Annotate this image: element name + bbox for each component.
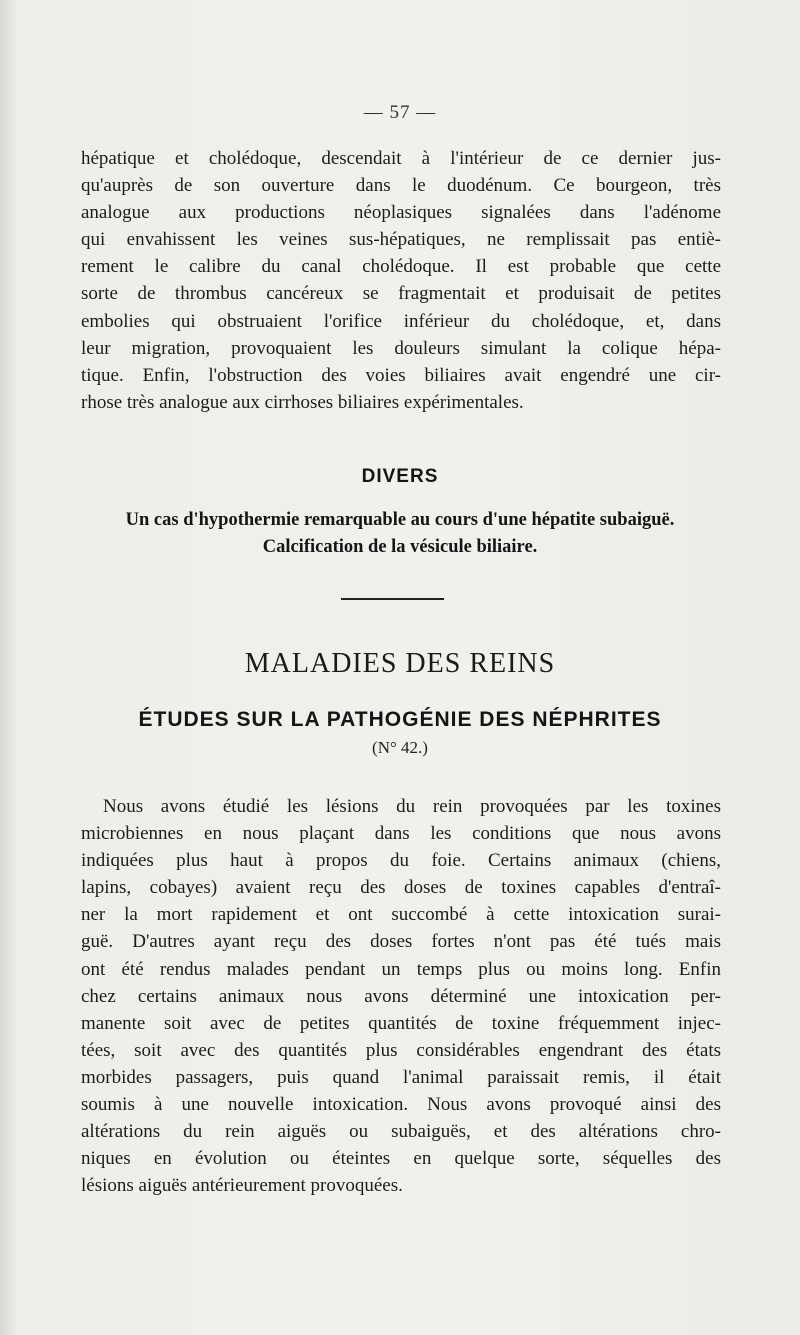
text-line: leur migration, provoquaient les douleurs simulant la colique hépa-	[81, 337, 721, 359]
text-line: qu'auprès de son ouverture dans le duodénum. Ce bourgeon, très	[81, 175, 721, 197]
text-line: altérations du rein aiguës ou subaiguës, et des altérations chro-	[81, 1121, 721, 1143]
text-line: morbides passagers, puis quand l'animal paraissait remis, il était	[81, 1066, 721, 1088]
text-line: embolies qui obstruaient l'orifice inférieur du cholédoque, et, dans	[81, 310, 721, 332]
text-line: chez certains animaux nous avons déterminé une intoxication per-	[81, 985, 721, 1007]
text-line: microbiennes en nous plaçant dans les conditions que nous avons	[81, 823, 721, 845]
subsection-title: ÉTUDES SUR LA PATHOGÉNIE DES NÉPHRITES	[138, 708, 662, 731]
section-divider	[341, 598, 444, 600]
text-line: ont été rendus malades pendant un temps plus ou moins long. Enfin	[81, 958, 721, 980]
text-line: manente soit avec de petites quantités de toxine fréquemment injec-	[81, 1012, 721, 1034]
text-line: qui envahissent les veines sus-hépatiques, ne remplissait pas entiè-	[81, 229, 721, 251]
text-line: sorte de thrombus cancéreux se fragmentait et produisait de petites	[81, 283, 721, 305]
text-line: indiquées plus haut à propos du foie. Certains animaux (chiens,	[81, 850, 721, 872]
text-line: soumis à une nouvelle intoxication. Nous avons provoqué ainsi des	[81, 1094, 721, 1116]
divers-item-calcification: Calcification de la vésicule biliaire.	[262, 537, 538, 557]
text-line: analogue aux productions néoplasiques signalées dans l'adénome	[81, 202, 721, 224]
text-line: lapins, cobayes) avaient reçu des doses de toxines capables d'entraî-	[81, 877, 721, 899]
section-title: MALADIES DES REINS	[244, 648, 556, 679]
text-line: niques en évolution ou éteintes en quelque sorte, séquelles des	[81, 1148, 721, 1170]
text-line: Nous avons étudié les lésions du rein provoquées par les toxines	[103, 796, 721, 817]
text-line: hépatique et cholédoque, descendait à l'intérieur de ce dernier jus-	[81, 148, 721, 169]
paragraph-nephrites	[81, 793, 721, 1199]
divers-item-hypothermie: Un cas d'hypothermie remarquable au cours d'une hépatite subaiguë.	[125, 510, 675, 530]
text-line: rement le calibre du canal cholédoque. Il est probable que cette	[81, 256, 721, 278]
reference-number: (N° 42.)	[372, 738, 428, 757]
divers-heading: DIVERS	[361, 466, 439, 487]
text-line: rhose très analogue aux cirrhoses biliaires expérimentales.	[81, 391, 524, 413]
text-line: tique. Enfin, l'obstruction des voies biliaires avait engendré une cir-	[81, 364, 721, 386]
text-line: ner la mort rapidement et ont succombé à cette intoxication surai-	[81, 904, 721, 926]
text-line: tées, soit avec des quantités plus considérables engendrant des états	[81, 1039, 721, 1061]
text-line: guë. D'autres ayant reçu des doses fortes n'ont pas été tués mais	[81, 931, 721, 953]
paragraph-hepatic-case	[81, 145, 721, 416]
page-number: — 57 —	[363, 102, 437, 123]
text-line: lésions aiguës antérieurement provoquées.	[81, 1175, 403, 1197]
